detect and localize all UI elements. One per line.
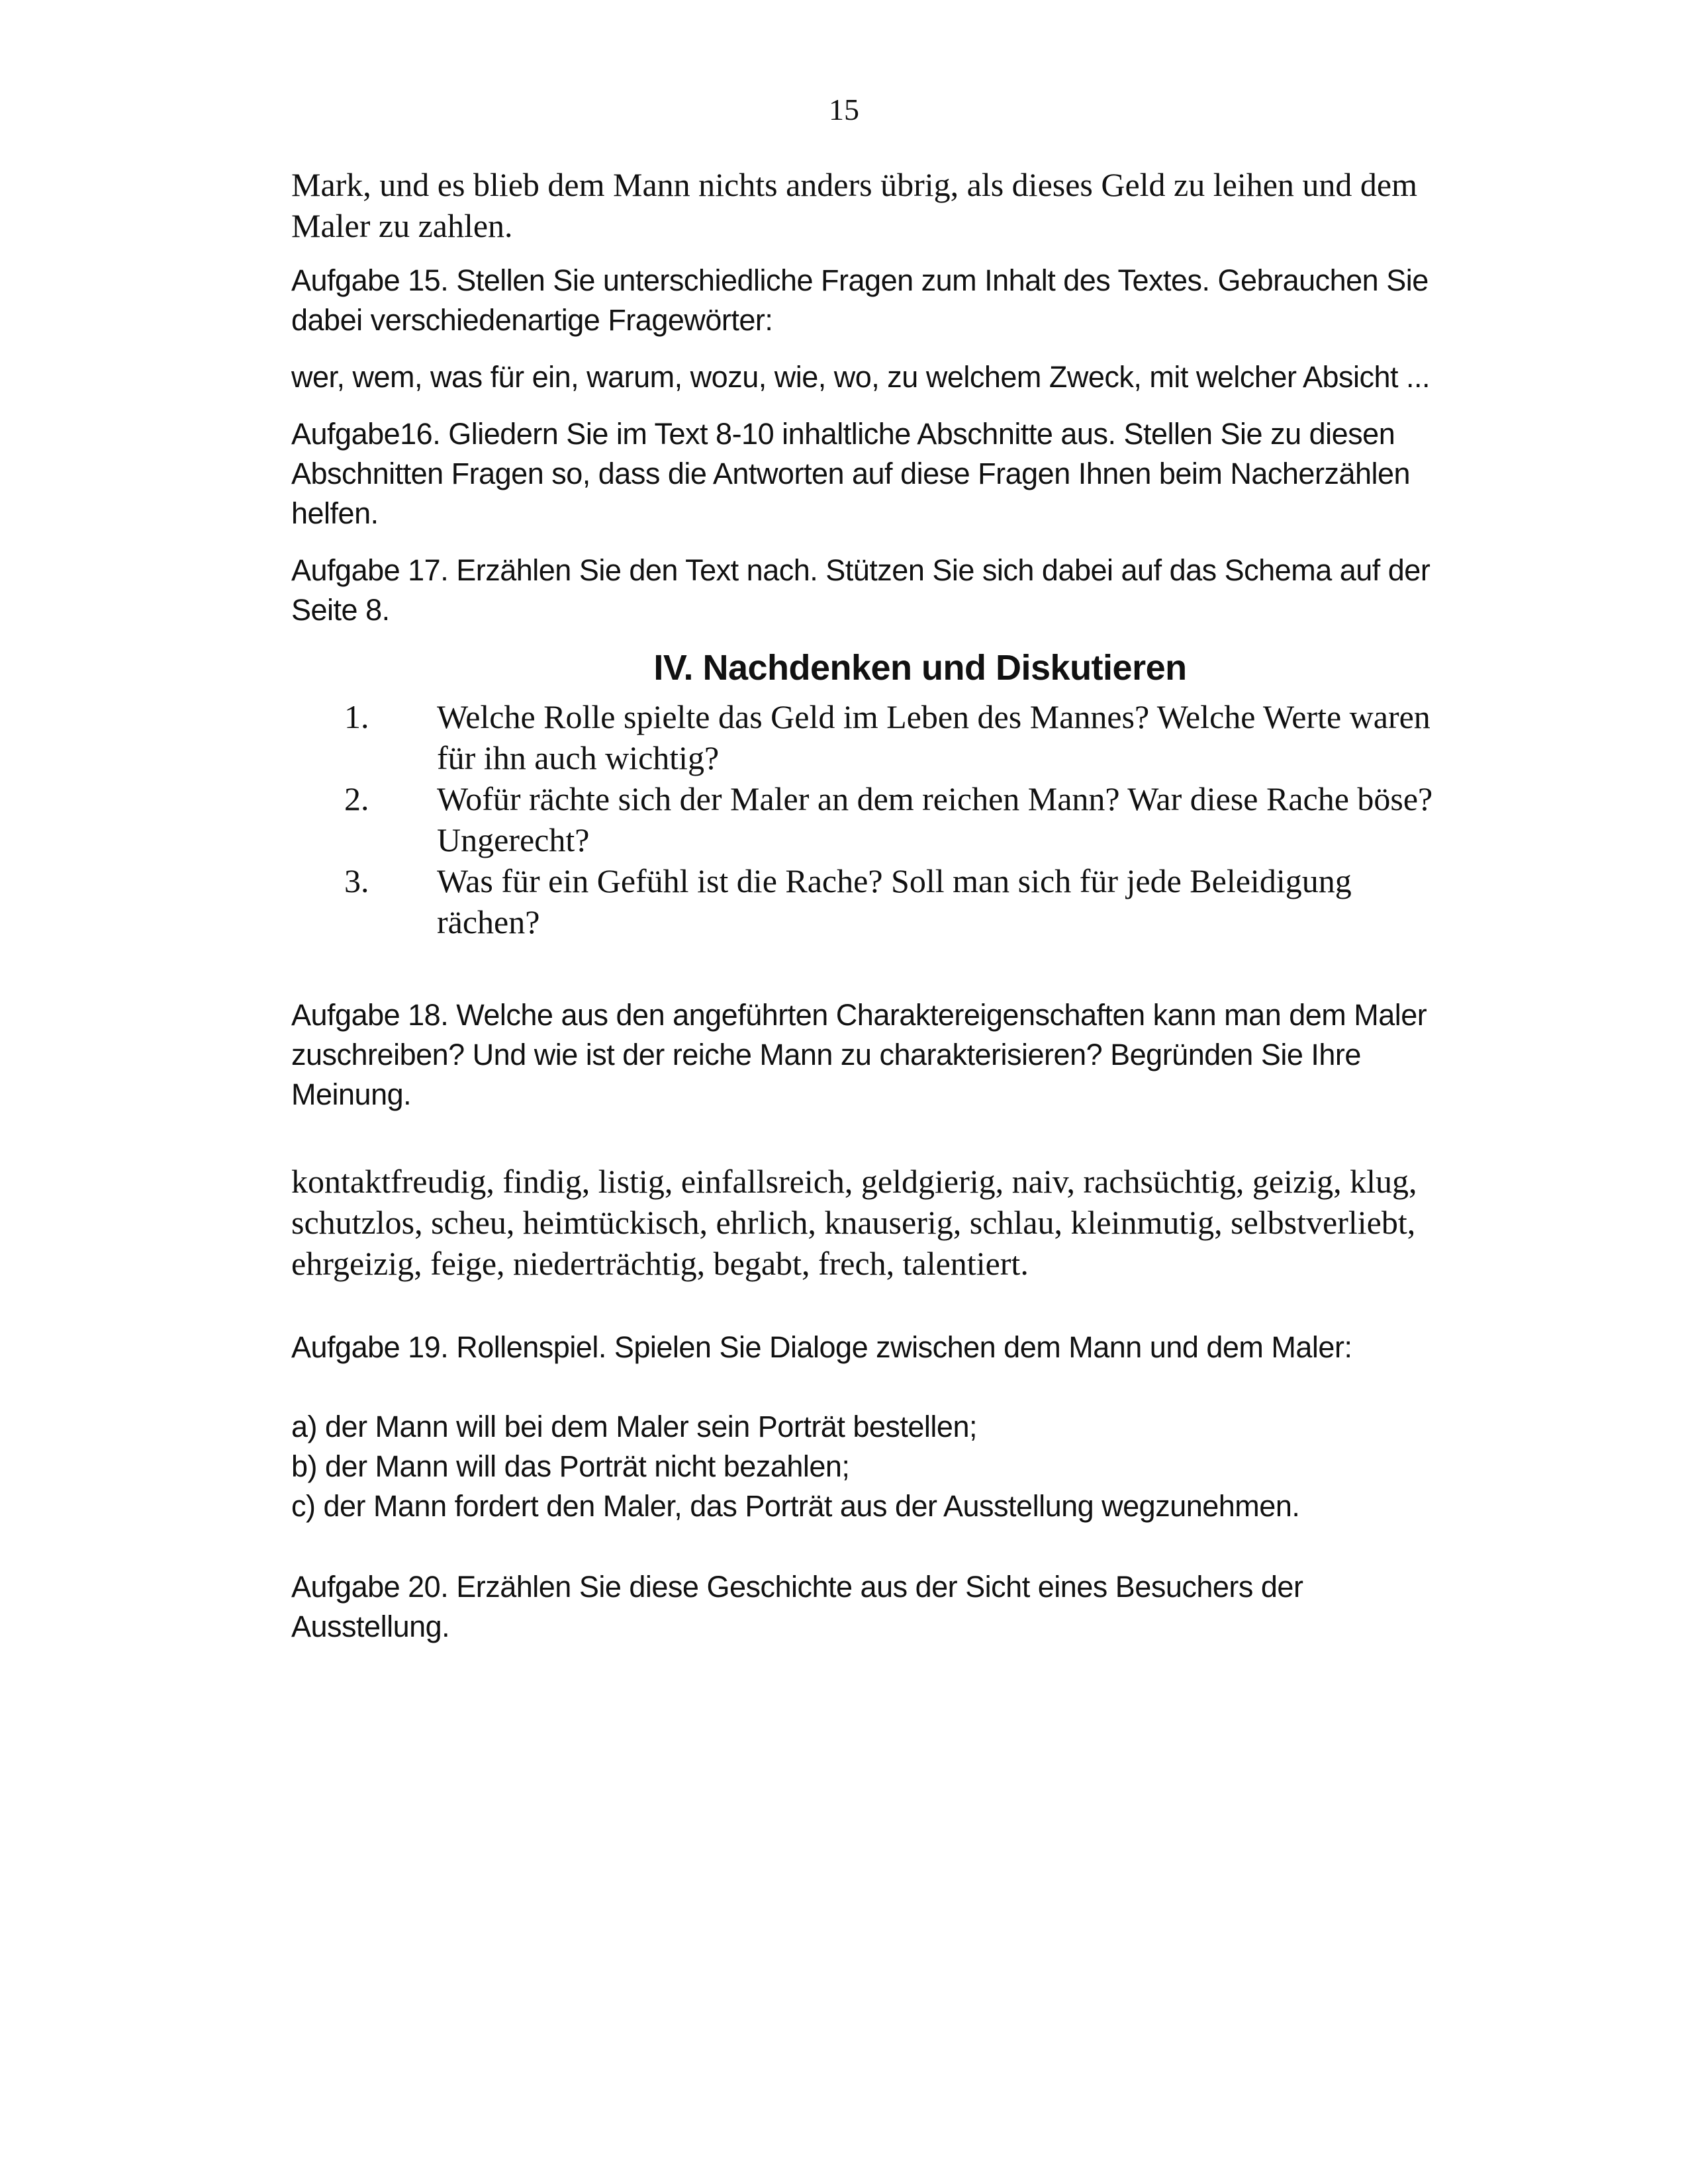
task-17: Aufgabe 17. Erzählen Sie den Text nach. Stützen Sie sich dabei auf das Schema auf der Seite 8. — [291, 553, 1430, 627]
intro-paragraph: Mark, und es blieb dem Mann nichts anders übrig, als dieses Geld zu leihen und dem Maler zu zahlen. — [291, 166, 1418, 244]
task-15-question-words: wer, wem, was für ein, warum, wozu, wie, wo, zu welchem Zweck, mit welcher Absicht ... — [291, 360, 1430, 394]
task-15: Aufgabe 15. Stellen Sie unterschiedliche Fragen zum Inhalt des Textes. Gebrauchen Sie dabei verschiedenartige Fragewörter: — [291, 263, 1429, 337]
question-text: Wofür rächte sich der Maler an dem reichen Mann? War diese Rache böse? Ungerecht? — [437, 780, 1433, 858]
role-play-list — [291, 1407, 1456, 1526]
question-item — [291, 778, 1456, 860]
question-number: 1. — [344, 698, 369, 735]
traits-list: kontaktfreudig, findig, listig, einfallsreich, geldgierig, naiv, rachsüchtig, geizig, klug, schutzlos, scheu, heimtückisch, ehrlich, knauserig, schlau, kleinmutig, selbstverliebt, ehrgeizig, feige, niederträchtig, begabt, frech, talentiert. — [291, 1163, 1417, 1282]
question-number: 3. — [344, 862, 369, 899]
question-text: Welche Rolle spielte das Geld im Leben des Mannes? Welche Werte waren für ihn auch wichtig? — [437, 698, 1430, 776]
question-text: Was für ein Gefühl ist die Rache? Soll man sich für jede Beleidigung rächen? — [437, 862, 1352, 940]
task-20: Aufgabe 20. Erzählen Sie diese Geschichte aus der Sicht eines Besuchers der Ausstellung. — [291, 1570, 1303, 1643]
question-item — [291, 696, 1456, 778]
role-play-item: b) der Mann will das Porträt nicht bezahlen; — [291, 1449, 850, 1483]
task-19: Aufgabe 19. Rollenspiel. Spielen Sie Dialoge zwischen dem Mann und dem Maler: — [291, 1330, 1352, 1364]
task-16: Aufgabe16. Gliedern Sie im Text 8-10 inhaltliche Abschnitte aus. Stellen Sie zu diesen Abschnitten Fragen so, dass die Antworten auf diese Fragen Ihnen beim Nacherzählen helfen. — [291, 417, 1411, 530]
question-number: 2. — [344, 780, 369, 817]
section-heading: IV. Nachdenken und Diskutieren — [653, 648, 1187, 688]
question-item — [291, 860, 1456, 942]
role-play-item: a) der Mann will bei dem Maler sein Porträt bestellen; — [291, 1410, 977, 1443]
page-number: 15 — [829, 93, 859, 126]
task-18: Aufgabe 18. Welche aus den angeführten Charaktereigenschaften kann man dem Maler zuschreiben? Und wie ist der reiche Mann zu charakterisieren? Begründen Sie Ihre Meinung. — [291, 998, 1427, 1111]
discussion-questions — [291, 696, 1456, 942]
role-play-item: c) der Mann fordert den Maler, das Porträt aus der Ausstellung wegzunehmen. — [291, 1489, 1300, 1523]
page-content — [291, 164, 1456, 1647]
